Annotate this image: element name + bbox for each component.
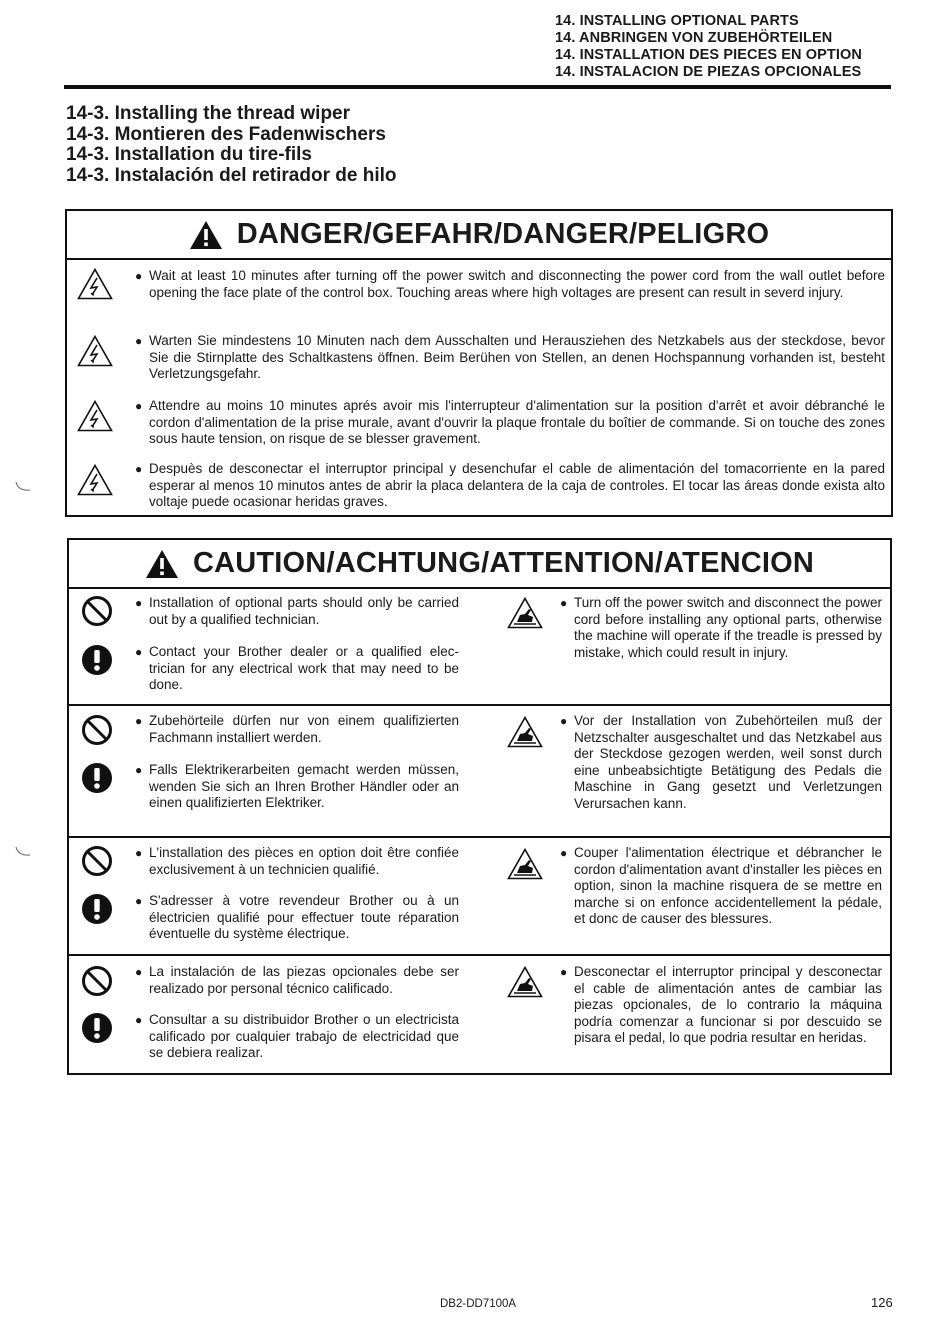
mandatory-action-icon (81, 762, 113, 794)
caution-prohibit-text: Zubehörteile dürfen nur von einem qualifizierten Fachmann installiert werden. (149, 713, 459, 745)
page-number: 126 (871, 1295, 893, 1310)
warning-triangle-icon (145, 549, 179, 579)
warning-triangle-icon (189, 220, 223, 250)
caution-row-es (69, 956, 890, 1072)
prohibition-icon (81, 845, 113, 877)
danger-item (67, 266, 891, 326)
bullet: ● (560, 965, 568, 979)
bullet: ● (135, 714, 143, 728)
caution-box (67, 538, 892, 1075)
mandatory-action-icon (81, 893, 113, 925)
binder-hole-mark (14, 480, 36, 494)
chapter-header-fr: 14. INSTALLATION DES PIECES EN OPTION (555, 47, 862, 63)
caution-row-en (69, 587, 890, 706)
bullet: ● (135, 965, 143, 979)
chapter-header-de: 14. ANBRINGEN VON ZUBEHÖRTEILEN (555, 30, 833, 46)
binder-hole-mark (14, 845, 36, 859)
section-title-es: 14-3. Instalación del retirador de hilo (66, 164, 397, 186)
caution-mandatory-text: Falls Elektrikerarbeiten gemacht werden müssen, wenden Sie sich an Ihren Brother Händler oder an einen qualifizierten Elektriker. (149, 762, 459, 810)
danger-title: DANGER/GEFAHR/DANGER/PELIGRO (236, 218, 770, 250)
header-rule (64, 85, 891, 89)
section-title-en: 14-3. Installing the thread wiper (66, 103, 351, 124)
electric-shock-warning-icon (77, 335, 113, 367)
electric-shock-warning-icon (77, 268, 113, 300)
danger-box (65, 209, 893, 517)
bullet: ● (135, 596, 143, 610)
bullet: ● (560, 846, 568, 860)
prohibition-icon (81, 595, 113, 627)
section-title-fr: 14-3. Installation du tire-fils (66, 144, 312, 165)
bullet: ● (135, 462, 143, 476)
bullet: ● (135, 645, 143, 659)
mandatory-action-icon (81, 1012, 113, 1044)
caution-prohibit-text: La instalación de las piezas opcionales debe ser realizado por personal técnico calificado. (149, 964, 459, 996)
chapter-header (555, 13, 935, 81)
bullet: ● (560, 714, 568, 728)
hand-caution-icon (507, 716, 543, 748)
bullet: ● (135, 399, 143, 413)
caution-mandatory-text: Consultar a su distribuidor Brother o un electricista calificado por cualquier trabajo de electricidad que se debiera realizar. (149, 1012, 459, 1060)
section-titles (66, 104, 396, 186)
bullet: ● (560, 596, 568, 610)
caution-prohibit-text: L'installation des pièces en option doit être confiée exclusivement à un technicien qualifié. (149, 845, 459, 877)
caution-hand-text: Couper l'alimentation électrique et débrancher le cordon d'alimentation avant d'installer les pièces en option, sinon la machine risquera de se mettre en marche si on enfonce accidentellement la pédale, et donc de causer des blessures. (574, 845, 882, 926)
caution-mandatory-text: S'adresser à votre revendeur Brother ou à un électricien qualifié pour effectuer toute réparation éventuelle du système électrique. (149, 893, 459, 941)
caution-hand-text: Turn off the power switch and disconnect the power cord before installing any optional parts, otherwise the machine will operate if the treadle is pressed by mistake, which could result in injury. (574, 595, 882, 660)
caution-hand-text: Desconectar el interruptor principal y desconectar el cable de alimentación antes de cambiar las piezas opcionales, de lo contrario la máquina podría comenzar a funcionar si por descuido se pisara el pedal, lo que podria resultar en heridas. (574, 964, 882, 1045)
bullet: ● (135, 894, 143, 908)
danger-text-en: Wait at least 10 minutes after turning off the power switch and disconnecting the power cord from the wall outlet before opening the face plate of the control box. Touching areas where high voltages are present can result in severd injury. (149, 268, 885, 300)
prohibition-icon (81, 965, 113, 997)
section-title-de: 14-3. Montieren des Fadenwischers (66, 123, 386, 145)
bullet: ● (135, 846, 143, 860)
caution-prohibit-text: Installation of optional parts should only be carried out by a qualified technician. (149, 595, 459, 627)
chapter-header-es: 14. INSTALACION DE PIEZAS OPCIONALES (555, 64, 862, 80)
hand-caution-icon (507, 597, 543, 629)
caution-mandatory-text: Contact your Brother dealer or a qualified elec-trician for any electrical work that may need to be done. (149, 644, 459, 692)
danger-item (67, 331, 891, 391)
mandatory-action-icon (81, 644, 113, 676)
caution-row-de (69, 706, 890, 838)
electric-shock-warning-icon (77, 464, 113, 496)
bullet: ● (135, 763, 143, 777)
caution-title: CAUTION/ACHTUNG/ATTENTION/ATENCION (192, 547, 815, 579)
bullet: ● (135, 269, 143, 283)
document-code: DB2-DD7100A (440, 1298, 517, 1310)
prohibition-icon (81, 714, 113, 746)
bullet: ● (135, 1013, 143, 1027)
hand-caution-icon (507, 848, 543, 880)
danger-text-es: Despuès de desconectar el interruptor principal y desenchufar el cable de alimentación del tomacorriente en la pared esperar al menos 10 minutos antes de abrir la placa delantera de la caja de controles. El tocar las áreas donde exista alto voltaje puede ocasionar heridas graves. (149, 461, 885, 509)
danger-text-fr: Attendre au moins 10 minutes aprés avoir mis l'interrupteur d'alimentation sur la position d'arrêt et avoir débranché le cordon d'alimentation de la prise murale, avant d'ouvrir la plaque frontale du boîtier de commande. Si on touche des zones sous haute tension, on risque de se blesser gravement. (149, 398, 885, 446)
danger-title-bar (67, 211, 891, 260)
caution-hand-text: Vor der Installation von Zubehörteilen muß der Netzschalter ausgeschaltet und das Netzkabel aus der Steckdose gezogen werden, weil sonst durch eine unbeabsichtigte Betätigung des Pedals die Maschine in Gang gesetzt und Verletzungen Verursachen kann. (574, 713, 882, 811)
chapter-header-en: 14. INSTALLING OPTIONAL PARTS (555, 13, 799, 29)
caution-row-fr (69, 838, 890, 956)
danger-item (67, 461, 891, 515)
hand-caution-icon (507, 966, 543, 998)
danger-item (67, 396, 891, 456)
danger-text-de: Warten Sie mindestens 10 Minuten nach dem Ausschalten und Herausziehen des Netzkabels aus der steckdose, bevor Sie die Stirnplatte des Schaltkastens öffnen. Beim Berühen von Stellen, an denen Hochspannung vorhanden ist, besteht Verletzungsgefahr. (149, 333, 885, 381)
bullet: ● (135, 334, 143, 348)
caution-title-bar (69, 540, 890, 589)
electric-shock-warning-icon (77, 400, 113, 432)
